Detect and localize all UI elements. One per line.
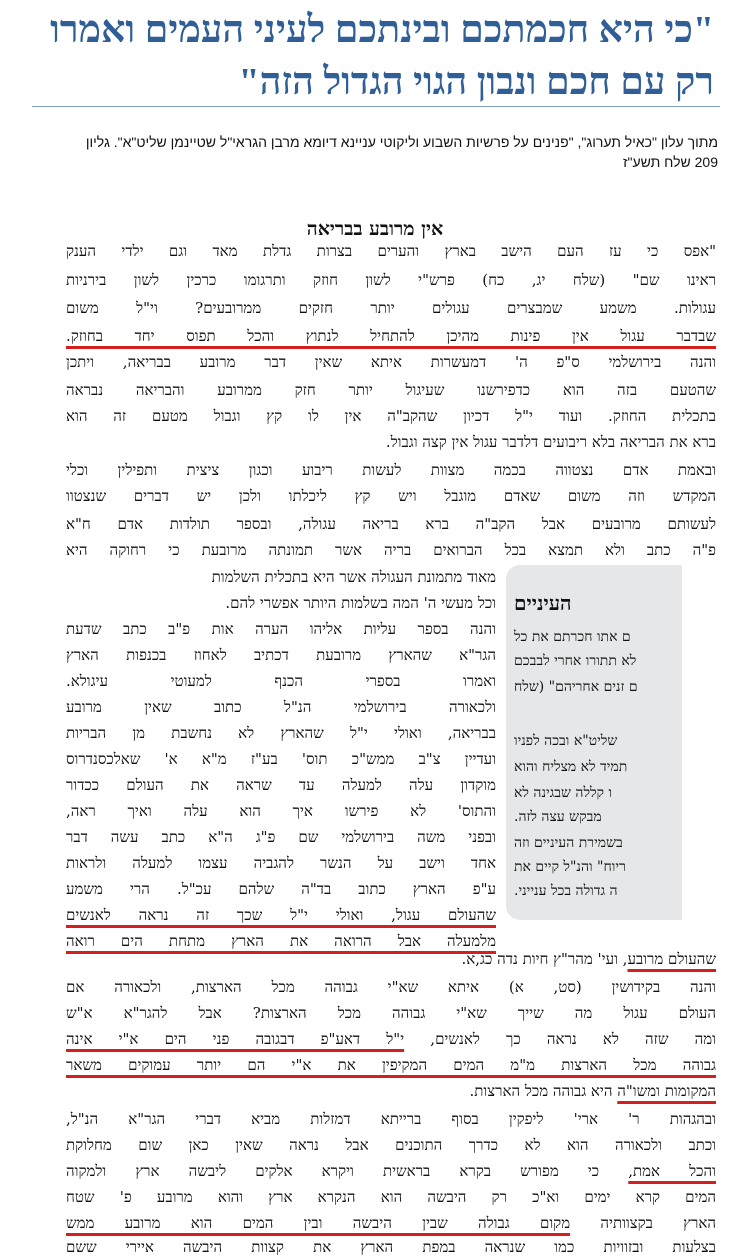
body-line: בבריאה, ואולי י"ל שהארץ לא נחשבת מן הבריות: [66, 724, 496, 742]
sidebar-line: שליט"א ובכה לפניו: [514, 733, 618, 749]
body-line: אחד וישב על הנשר להגביה עצמו למעלה ולראות: [66, 854, 496, 872]
sidebar-line: ריוח" והנ"ל קיים את: [514, 859, 626, 875]
source-line-2: 209 שלח תשע"ז: [623, 154, 718, 170]
sidebar-line: בשמירת העיניים וזה: [514, 835, 623, 851]
body-line: ולכאורה בירושלמי הנ"ל כתוב שאין מרובע: [66, 698, 496, 716]
body-line: "אפס כי עז העם הישב בארץ והערים בצרות גדלת מאד וגם ילדי הענק: [66, 242, 716, 260]
title-line-1: "כי היא חכמתכם ובינתכם לעיני העמים ואמרו: [50, 9, 714, 51]
body-line: שבדבר עגול אין פינות מהיכן להתחיל לנתוץ והכל תפוס יחד בחוזק.: [66, 327, 716, 345]
body-line: עגולות. משמע שמבצרים עגולים יותר חזקים ממרובעים? וי"ל משום: [66, 299, 716, 317]
body-line: שהטעם בזה הוא כדפירשנו שעיגול יותר חזק ממרובע והבריאה נבראה: [66, 381, 716, 399]
sidebar-line: ם זנים אחריהם" (שלח: [514, 679, 638, 695]
body-line: והכל אמת, כי מפורש בקרא בראשית ויקרא אלקים ליבשה ארץ ולמקוה: [66, 1162, 716, 1180]
body-line: גבוהה מכל הארצות מ"מ המים המקיפין את א"י הם יותר עמוקים משאר: [66, 1056, 716, 1074]
body-line: ראינו שם" (שלח יג, כח) פרש"י לשון חוזק ותרגומו כרכין לשון בירניות: [66, 271, 716, 289]
body-line: וכל מעשי ה' המה בשלמות היותר אפשרי להם.: [225, 594, 496, 612]
body-line: והנה בירושלמי ס"פ ה' דמעשרות איתא שאין דבר מרובע בבריאה, ויתכן: [66, 353, 716, 371]
source-line-1: מתוך עלון "כאיל תערוג", "פנינים על פרשיות השבוע וליקוטי עניינא דיומא מרבן הגראי"ל שטיינמן שליט"א". גליון: [85, 134, 718, 150]
body-line: ברא את הבריאה בלא ריבועים דלדבר עגול אין קצה וגבול.: [385, 433, 716, 451]
body-line: ואמרו בספרי הכנף למעוטי עיגולא.: [66, 672, 496, 690]
body-line: העולם עגול מה שייך שא"י גבוהה מכל הארצות? אבל להגר"א א"ש: [66, 1004, 716, 1022]
body-line: מלמעלה אבל הרואה את הארץ מתחת הים רואה: [66, 932, 496, 950]
sidebar-title: העיניים: [514, 591, 572, 615]
section-heading: אין מרובע בבריאה: [306, 218, 444, 240]
body-line: ובהגהות ר' ארי' ליפקין בסוף ברייתא דמזלות מביא דברי הגר"א הנ"ל,: [66, 1110, 716, 1128]
body-line: הארץ בקצוותיה מקום גבולה שבין היבשה ובין המים הוא מרובע ממש: [66, 1214, 716, 1232]
body-line: מאוד מתמונת העגולה אשר היא בתכלית השלמות: [211, 568, 496, 586]
body-line: לעשותם מרובעים אבל הקב"ה ברא בריאה עגולה, ובספר תולדות אדם ח"א: [66, 515, 716, 533]
body-line: פ"ה כתב ולא תמצא בכל הברואים בריה אשר תמונתה מרובעת כי רחוקה היא: [66, 541, 716, 559]
sidebar-line: תמיד לא מצליח והוא: [514, 759, 628, 775]
body-line: והנה בקידושין (סט, א) איתא שא"י גבוהה מכל הארצות, ולכאורה אם: [66, 978, 716, 996]
body-line: והנה בספר עליות אליהו הערה אות פ"ב כתב שדעת: [66, 620, 496, 638]
body-line: שהעולם מרובע, ועי' מהר"ץ חיות נדה כג,א.: [461, 950, 716, 968]
body-line: מוקדון עלה למעלה עד שראה את העולם ככדור: [66, 776, 496, 794]
body-line: ועדיין צ"ב ממש"כ תוס' בע"ז מ"א א' שאלכסנדרוס: [66, 750, 496, 768]
body-line: הגר"א שהארץ מרובעת דכתיב לאחוז בכנפות הארץ: [66, 646, 496, 664]
body-line: המים קרא ימים וא"כ רק היבשה הוא הנקרא ארץ והוא מרובע פ' שטח: [66, 1188, 716, 1206]
body-line: והתוס' לא פירשו איך הוא עלה ואיך ראה,: [66, 802, 496, 820]
body-line: בתכלית החוזק. ועוד י"ל דכיון שהקב"ה אין לו קץ וגבול מטעם זה הוא: [66, 407, 716, 425]
sidebar-line: מבקש עצה לזה.: [514, 809, 602, 825]
sidebar-line: לא תתורו אחרי לבבכם: [514, 653, 637, 669]
body-line: המקדש וזה משום שאדם מוגבל ויש קץ ליכלתו ולכן יש דברים שנצטוו: [66, 487, 716, 505]
body-line: ומה שזה לא נראה כך לאנשים, י"ל דאע"פ דבגובה פני הים א"י אינה: [66, 1030, 716, 1048]
sidebar-line: ם אתו חכרתם את כל: [514, 629, 631, 645]
sidebar-line: ה גדולה בכל ענייני.: [514, 883, 618, 899]
sidebar-line: ו קללה שבגינה לא: [514, 785, 613, 801]
body-line: בצלעות ובזוויות כמו שנראה במפת הארץ את קצוות היבשה איירי ששם: [66, 1238, 717, 1256]
title-line-2: רק עם חכם ונבון הגוי הגדול הזה": [238, 61, 714, 103]
body-line: וכתב ולכאורה הוא לא כדרך התוכנים אבל נראה שאין כאן שום מחלוקת: [66, 1136, 716, 1154]
body-line: ע"פ הארץ כתוב בד"ה שלהם עכ"ל. הרי משמע: [66, 880, 496, 898]
body-line: המקומות ומשו"ה היא גבוהה מכל הארצות.: [469, 1082, 716, 1100]
body-line: ובאמת אדם נצטווה בכמה מצוות לעשות ריבוע וכגון ציצית ותפילין וכלי: [66, 461, 716, 479]
body-line: ובפני משה בירושלמי שם פ"ג ה"א כתב עשה דבר: [66, 828, 496, 846]
body-line: שהעולם עגול, ואולי י"ל שכך זה נראה לאנשים: [66, 906, 496, 924]
